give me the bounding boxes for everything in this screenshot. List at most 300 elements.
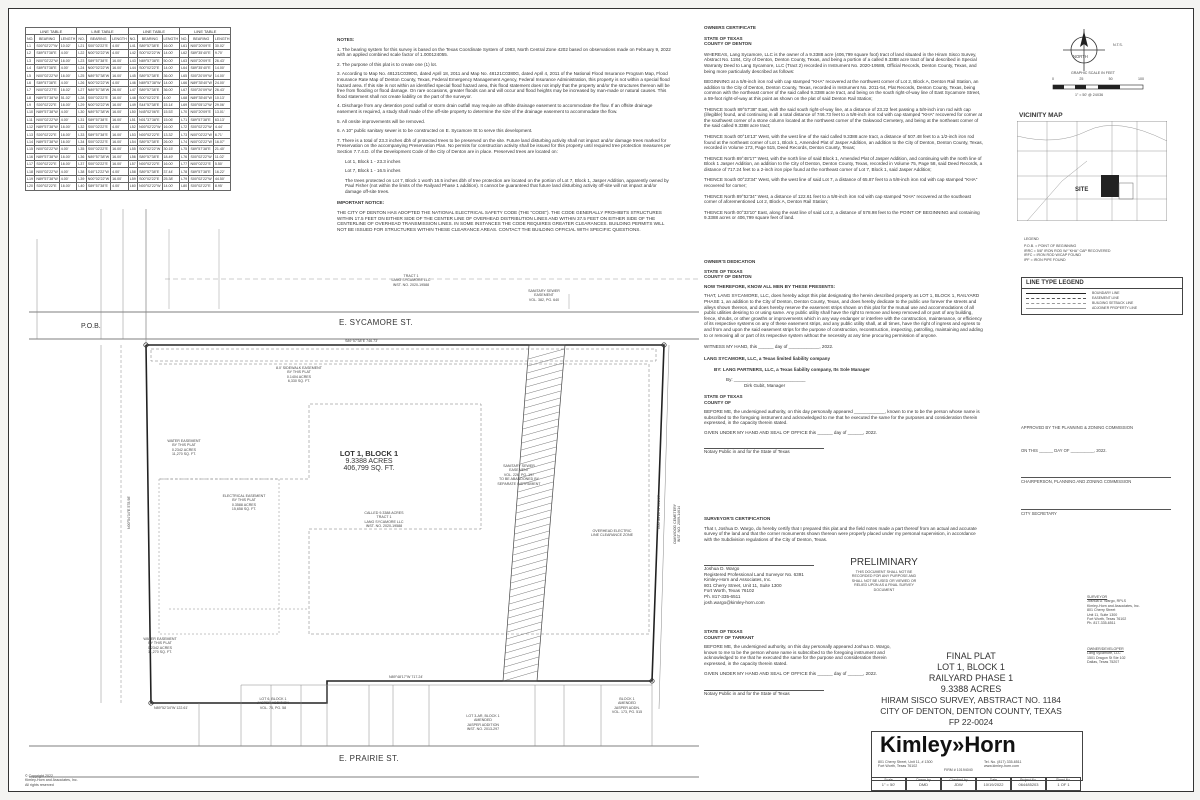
line-table-cell: 18.49' xyxy=(162,153,180,160)
line-table-cell: N45°02'06"E xyxy=(138,109,162,116)
line-table-cell: L27 xyxy=(78,88,85,93)
line-table-cell: N00°02'22"W xyxy=(36,73,58,78)
line-table-cell: L43 xyxy=(129,58,136,63)
line-table-cell: L52 xyxy=(129,125,136,130)
line-table-cell: 4.00' xyxy=(111,183,129,190)
line-table-header: NO. xyxy=(78,36,85,41)
chair-label: CHAIRPERSON, PLANNING AND ZONING COMMISSION xyxy=(1021,479,1132,484)
line-table-cell: 16.00' xyxy=(59,153,77,160)
line-table-header: LENGTH xyxy=(60,36,76,41)
lot-title: LOT 1, BLOCK 1 xyxy=(339,449,399,458)
water-easement-label-2: WATER EASEMENT BY THIS PLAT 0.2342 ACRES 11,270 SQ. FT. xyxy=(167,439,201,457)
boundary-call: THENCE South 00°23'34" West, with the west line of said Lot 7, a distance of 65.87 feet to a 5/8-inch iron rod with cap stamped "KHA" recovered for corner; xyxy=(704,177,978,189)
surveyor-title: SURVEYOR'S CERTIFICATION xyxy=(704,516,771,521)
line-table-cell: N00°02'22"W xyxy=(87,103,110,108)
owners-whereas: WHEREAS, Lang Sycamore, LLC is the owner of a 9.3388 acre (406,799 square foot) tract of land situated in the Hiram Sisco Survey, Abstract No. 1184, City of Denton, Denton County, Texas, and being a portion of a called 9.3388 acre tract of land described in Special Warranty Deed to Lang Sycamore, LLC (Tract 2) recorded in Instrument No. 2020-19588, Official Records, Denton County, Texas, and being more particularly described as follows: xyxy=(704,51,977,74)
line-table-cell: S00°02'22"E xyxy=(86,124,110,131)
owners-calls xyxy=(704,107,984,222)
line-table-cell: S00°02'22"W xyxy=(190,177,212,181)
line-table-cell: N89°57'38"E xyxy=(138,57,162,64)
line-table-cell: L4 xyxy=(26,64,35,71)
line-table-cell: L71 xyxy=(181,117,188,122)
line-table-cell: 16.00' xyxy=(111,153,129,160)
south-line-label-2: N89°48'17"W 717.24' xyxy=(389,675,424,679)
line-table-cell: N00°02'22"W xyxy=(139,125,161,130)
surveyor-state: STATE OF TEXAS xyxy=(704,629,743,634)
dedication-state: STATE OF TEXAS xyxy=(704,268,743,274)
line-table-cell: S00°02'27"W xyxy=(36,43,58,48)
line-table-cell: N00°02'22"W xyxy=(36,58,58,63)
line-table-cell: 16.00' xyxy=(111,138,129,145)
title-block-field xyxy=(941,777,976,791)
title-block-field xyxy=(1046,777,1081,791)
boundary-call: THENCE North 89°48'17" West, with the north line of said Block 1, Amended Plat of Jasper Addition, and continuing with the north line of Block 1 Jasper Addition, an addition to the City of Denton, Denton County, Texas, recorded in Volume 75, Page 58, said Deed Records, a distance of 717.24 feet to a 2-inch iron pipe found at the northeast corner of Lot 7, Block 1, said Jasper Addition; xyxy=(704,155,983,172)
line-table-cell: 8.95' xyxy=(213,183,231,190)
field-value: 10/19/2022 xyxy=(983,782,1004,787)
line-table-cell: 51.02' xyxy=(59,94,77,101)
copyright: © Copyright 2022 Kimley-Horn and Associates, Inc. All rights reserved xyxy=(25,774,78,787)
line-table-cell: S00°02'22"E xyxy=(35,101,59,108)
secretary-signature-line xyxy=(1021,509,1171,510)
sanitary-sewer-label: SANITARY SEWER EASEMENT VOL. 382, PG. 640 xyxy=(528,289,560,302)
title-line-7: FP 22-0024 xyxy=(948,717,994,727)
south-line-label: N89°52'34"W 122.61' xyxy=(154,706,189,710)
line-table-cell: S00°02'22"E xyxy=(86,42,110,49)
line-table-cell: L5 xyxy=(26,72,35,79)
note-item: 6. A 10" public sanitary sewer is to be constructed on E. Sycamore St to serve this development. xyxy=(337,128,533,134)
line-table-cell: L29 xyxy=(78,103,85,108)
surveyor-contact-title: SURVEYOR xyxy=(1087,595,1108,599)
title-block-fields xyxy=(871,777,1081,791)
line-table-cell: S00°02'22"E xyxy=(86,161,110,168)
owner-contact-line: Dallas, Texas 75207 xyxy=(1087,660,1120,665)
called-tract-label: CALLED 9.3388 ACRES TRACT 1 LANG SYCAMORE LLC INST. NO. 2020-19588 xyxy=(364,511,404,529)
dedication-given: GIVEN UNDER MY HAND AND SEAL OF OFFICE this ______ day of ______, 2022. xyxy=(704,430,878,436)
line-table-cell: L1 xyxy=(26,42,35,49)
line-table-cell: 10.02' xyxy=(59,42,77,49)
line-table-cell: 16.00' xyxy=(111,57,129,64)
line-table-cell: 4.00' xyxy=(111,168,129,175)
kh-address: 801 Cherry Street, Unit 11, # 1300 Fort Worth, Texas 76102 xyxy=(878,760,933,769)
line-table-cell: L57 xyxy=(129,162,136,167)
field-label: Checked by xyxy=(949,778,968,782)
line-table-cell: S89°57'38"E xyxy=(86,131,110,138)
surveyor-contact-line: 801 Cherry Street xyxy=(1087,608,1116,613)
line-table-cell: L31 xyxy=(78,117,85,122)
line-table-cell: L42 xyxy=(129,51,136,56)
line-table-cell: 14.00' xyxy=(213,72,231,79)
line-table-cell: 26.00' xyxy=(111,87,129,94)
line-table-cell: N00°20'09"E xyxy=(189,109,213,116)
line-table-cell: L59 xyxy=(129,177,136,181)
secretary-label: CITY SECRETARY xyxy=(1021,511,1057,516)
line-table-cell: S00°02'22"E xyxy=(35,183,59,190)
north-line-label: S89°57'38"E 746.73' xyxy=(345,339,378,343)
line-table-cell: L25 xyxy=(78,73,85,78)
dedication-text: THAT, LANG SYCAMORE, LLC, does hereby adopt this plat designating the herein described property as LOT 1, BLOCK 1, RAILYARD PHASE 1, an addition to the City of Denton, Denton County, Texas, and does hereby dedicate to the public use forever the streets and alleys shown thereon, and does hereby reserve the easement strips shown on this plat for the mutual use and accommodations of all public utilities desiring to or using same. Any public utility shall have the right to remove and keep removed all or part of any building, fence, shrubs, or other growths or improvements which in any way endanger or interfere with the construction, maintenance, or efficiency of its respective systems on any of these easement strips, and any public utility shall, at all times, have the right of ingress and egress to and from and upon the said easement strips for the purpose of construction, reconstruction, inspecting, patrolling, maintaining and adding to or removing all or part of its respective system without the necessity at any time procuring permission of anyone. xyxy=(704,293,983,338)
line-table-cell: N00°02'22"W xyxy=(87,66,110,71)
line-table-cell: L63 xyxy=(181,58,188,63)
line-table-header: NO. xyxy=(129,36,137,41)
line-table-cell: S00°02'22"E xyxy=(189,183,213,190)
line-table-cell: 16.00' xyxy=(162,161,180,168)
line-type-legend xyxy=(1021,277,1183,315)
line-table-cell: N89°57'38"W xyxy=(87,154,110,159)
line-table-cell: L26 xyxy=(78,80,85,85)
owner-contact-line: Lang Sycamore, LLC xyxy=(1087,651,1121,656)
line-table-cell: S00°05'12"W xyxy=(190,103,212,108)
line-table-header: NO. xyxy=(181,36,188,41)
line-table-cell: L73 xyxy=(181,132,188,137)
kh-firm-no: FIRM # 10194040 xyxy=(944,768,973,772)
note-item: 2. The purpose of this plat is to create one (1) lot. xyxy=(337,61,438,67)
surveyor-contact-line: Unit 11, Suite 1300 xyxy=(1087,612,1118,617)
line-table-cell: 26.00' xyxy=(162,138,180,145)
line-table-cell: S89°57'38"E xyxy=(138,153,162,160)
line-table-cell: N00°02'22"W xyxy=(36,117,58,122)
title-block-field xyxy=(976,777,1011,791)
line-table-cell: 16.00' xyxy=(59,138,77,145)
line-table-cell: 14.00' xyxy=(162,64,180,71)
line-table-cell: S00°20'09"W xyxy=(190,73,212,78)
line-table-cell: L49 xyxy=(129,103,136,108)
west-line-label: N00°54'34"E 578.98' xyxy=(127,495,131,529)
line-type-label: BOUNDARY LINE xyxy=(1092,291,1120,296)
line-table-cell: 14.00' xyxy=(213,64,231,71)
owner-contact-title: OWNER/DEVELOPER xyxy=(1087,647,1124,651)
surveyor-signature xyxy=(704,565,824,605)
note-item: 3. According to Map No. 48121C0390G, dated April 18, 2011 and Map No. 48121C0380G, dated April 4, 2011 of the National Flood Insurance Program Map, Flood Insurance Rate Map of Denton County, Texas, Federal Emergency Management Agency, Federal Insurance Administration, this property is not within a special flood hazard area. If this site is not within an identified special flood hazard area, this flood statement does not imply that the property and/or the structures thereon will be free from flooding or flood damage. On rare occasions, greater floods can and will occur and flood heights may be increased by man-made or natural causes. This flood statement shall not create liability on the part of the surveyor. xyxy=(337,71,670,99)
line-table-cell: 9.70' xyxy=(213,50,231,57)
line-table-cell: 36.00' xyxy=(162,87,180,94)
line-table-cell: L35 xyxy=(78,147,85,152)
water-easement-label: WATER EASEMENT BY THIS PLAT 0.2342 ACRES 11,270 SQ. FT. xyxy=(143,637,177,655)
sewer-abandon-label: SANITARY SEWER EASEMENT VOL. 226, PG. 197 TO BE ABANDONED BY SEPARATE INSTRUMENT xyxy=(497,464,541,486)
line-table-cell: L55 xyxy=(129,147,136,152)
line-table-cell: S89°57'38"E xyxy=(189,168,213,175)
line-table-cell: 14.00' xyxy=(162,79,180,86)
boundary-call: THENCE South 89°57'38" East, with the said south right-of-way line, at a distance of 23.22 feet passing a 5/8-inch iron rod with cap (illegible) found, and continuing in all a total distance of 746.73 feet to a 5/8-inch iron rod with cap stamped "KHA" recovered for corner at the southwest corner of a stone column located at the northwest corner of the Oakwood Cemetery, and being at the northeast corner of the said called 9.3388 acre tract; xyxy=(704,106,983,129)
legend-line: IRRC = 5/8" IRON ROD W/ "KHA" CAP RECOVERED xyxy=(1024,248,1111,253)
line-table-cell: L23 xyxy=(78,58,85,63)
owners-certificate-title: OWNERS CERTIFICATE xyxy=(704,25,756,30)
line-table-cell: L2 xyxy=(26,50,35,57)
line-table-cell: S00°02'22"E xyxy=(86,146,110,153)
line-table-cell: 16.00' xyxy=(111,146,129,153)
line-table-cell: 16.00' xyxy=(59,57,77,64)
line-table-cell: S44°57'38"E xyxy=(138,101,162,108)
line-table-title: LINE TABLE xyxy=(77,28,128,35)
dedication-title: OWNER'S DEDICATION xyxy=(704,259,756,264)
surveyor-certification xyxy=(704,516,984,542)
line-table-cell: 63.13' xyxy=(213,116,231,123)
surveyor-addr1: 801 Cherry Street, Unit 11, Suite 1300 xyxy=(704,582,782,588)
line-table-cell: 15.06' xyxy=(162,116,180,123)
line-table-cell: 16.00' xyxy=(111,131,129,138)
line-table-cell: 16.00' xyxy=(111,116,129,123)
line-table-cell: 30.02' xyxy=(213,42,231,49)
note-item: 7. There is a total of 23.3 inches dbh of protected trees to be preserved on the site. Future land disturbing activity shall not impact and/or damage trees marked for Preservation on the accompanying Preservation Plan. No permits for construction activity shall be issued for this property until required tree protection measures per Section 7.7.4.D. of the Development Code of the City of Denton are in place. Preserved trees are located on: xyxy=(337,137,671,154)
line-table-cell: 25.38' xyxy=(162,175,180,182)
line-table-header: BEARING xyxy=(138,35,162,42)
line-table-cell: N89°57'38"W xyxy=(87,73,110,78)
owner-contact xyxy=(1087,647,1177,665)
line-table-cell: N00°02'22"W xyxy=(190,132,212,137)
site-label: SITE xyxy=(1075,187,1089,193)
title-line-4: 9.3388 ACRES xyxy=(940,684,1002,694)
line-table-cell: N89°35'40"W xyxy=(190,80,212,85)
surveyor-contact-line: Ph. 817-335-6511 xyxy=(1087,621,1116,626)
line-table-cell: 10.13' xyxy=(213,94,231,101)
line-table-cell: L62 xyxy=(181,51,188,56)
line-table-cell: L24 xyxy=(78,66,85,71)
overhead-electric-zone xyxy=(503,345,565,681)
line-table-cell: L51 xyxy=(129,117,136,122)
line-table-header: LENGTH xyxy=(163,36,179,41)
line-table-cell: S00°02'22"E xyxy=(138,94,162,101)
line-table-cell: N00°02'27"E xyxy=(35,87,59,94)
line-table-header: LENGTH xyxy=(214,36,230,41)
line-table-cell: L18 xyxy=(27,169,33,174)
line-table-header: LENGTH xyxy=(112,36,127,41)
note-item: 1. The bearing system for this survey is based on the Texas Coordinate System of 1983, North Central Zone 4202 based on observations made on February 9, 2022 with an applied combined scale factor of 1.000124055. xyxy=(337,46,671,58)
line-table-cell: L69 xyxy=(181,103,188,108)
title-line-5: HIRAM SISCO SURVEY, ABSTRACT NO. 1184 xyxy=(881,695,1061,705)
field-value: JDW xyxy=(954,782,963,787)
line-table-cell: S00°20'09"W xyxy=(190,88,212,93)
dedication-heading: NOW THEREFORE, KNOW ALL MEN BY THESE PRESENTS: xyxy=(704,283,836,289)
line-table-cell: 4.00' xyxy=(162,94,180,101)
line-table-cell: L50 xyxy=(129,110,136,115)
line-table-cell: 16.00' xyxy=(162,124,180,131)
line-type-title: LINE TYPE LEGEND xyxy=(1022,278,1182,289)
line-table-cell: S00°02'22"E xyxy=(86,94,110,101)
line-type-label: BUILDING SETBACK LINE xyxy=(1092,301,1134,306)
line-table-cell: S00°02'22"W xyxy=(190,154,212,159)
line-table-cell: L20 xyxy=(27,184,33,189)
line-table-cell: 16.00' xyxy=(59,131,77,138)
line-table-cell: 11.02' xyxy=(213,153,231,160)
vicinity-map xyxy=(1017,121,1167,221)
line-table-cell: N00°02'22"E xyxy=(189,161,213,168)
line-table-cell: 4.00' xyxy=(59,116,77,123)
field-value: 064485203 xyxy=(1018,782,1039,787)
line-table-cell: 29.06' xyxy=(213,101,231,108)
preliminary-text: THIS DOCUMENT SHALL NOT BE RECORDED FOR ANY PURPOSE AND SHALL NOT BE USED OR VIEWED OR RELIED UPON AS A FINAL SURVEY DOCUMENT xyxy=(851,570,917,592)
line-table-cell: S89°57'38"E xyxy=(138,138,162,145)
line-table-cell: L66 xyxy=(181,80,188,85)
line-table-cell: L61 xyxy=(181,43,188,48)
dedication-notary: Notary Public in and for the State of Texas xyxy=(704,448,790,454)
line-table-cell: N00°02'22"E xyxy=(138,131,162,138)
field-label: Project No. xyxy=(1020,778,1037,782)
line-table-cell: N89°57'38"W xyxy=(36,110,58,115)
kimley-horn-block xyxy=(871,731,1083,781)
east-line-label: N00°33'10"W 601.67' xyxy=(657,494,661,529)
surveyor-contact-line: Fort Worth, Texas 76102 xyxy=(1087,617,1127,622)
line-table-cell: 37.44' xyxy=(162,168,180,175)
line-table-cell: L37 xyxy=(78,162,85,167)
line-table-cell: 4.00' xyxy=(59,146,77,153)
line-table-cell: N89°57'38"W xyxy=(36,95,58,100)
scale-note: 1" = 50' @ 24X36 xyxy=(1075,93,1104,97)
line-table-cell: L17 xyxy=(27,162,33,167)
line-type-swatch xyxy=(1026,298,1086,299)
legend-line: IRFC = IRON ROD W/CAP FOUND xyxy=(1024,253,1081,258)
field-label: Scale xyxy=(884,778,893,782)
cemetery-label: OAKWOOD CEMETERY INST. NO. 2009-14614 xyxy=(673,503,682,545)
line-table-cell: L46 xyxy=(129,80,136,85)
title-line-6: CITY OF DENTON, DENTON COUNTY, TEXAS xyxy=(880,706,1062,716)
title-line-1: FINAL PLAT xyxy=(946,651,996,661)
line-table-cell: L68 xyxy=(181,95,188,100)
line-table-cell: S89°57'38"E xyxy=(86,183,110,190)
line-table-cell: N89°57'38"W xyxy=(36,177,58,181)
surveyor-name: Joshua D. Wargo xyxy=(704,566,740,571)
line-table-cell: 13.01' xyxy=(213,109,231,116)
south-lot-6-label: LOT 6, BLOCK 1 JASPER ADDITION VOL. 75, PG. 58 xyxy=(257,697,289,710)
line-table-cell: S00°02'22"E xyxy=(86,138,110,145)
electrical-easement-label: ELECTRICAL EASEMENT BY THIS PLAT 0.3588 ACRES 15,658 SQ. FT. xyxy=(222,494,266,512)
field-value: DMD xyxy=(918,782,929,787)
lot-sqft: 406,799 SQ. FT. xyxy=(343,465,395,472)
line-table-cell: 4.00' xyxy=(59,79,77,86)
line-table-cell: S40°12'22"W xyxy=(87,169,109,174)
legend-title: LEGEND xyxy=(1024,237,1039,241)
line-table-cell: L6 xyxy=(26,79,35,86)
line-table-cell: 13.32' xyxy=(162,131,180,138)
line-table-cell: L36 xyxy=(78,154,85,159)
line-table-cell: L78 xyxy=(181,169,188,174)
line-type-item xyxy=(1026,306,1178,311)
line-table-cell: S00°02'22"W xyxy=(139,51,161,56)
line-table-cell: L76 xyxy=(181,154,188,159)
note-item: Lot 1, Block 1 - 23.3 inches xyxy=(345,158,401,164)
line-table-cell: L38 xyxy=(78,169,85,174)
surveyor-contact-line: Joshua D. Wargo, RPLS xyxy=(1087,599,1127,604)
owners-dedication xyxy=(704,259,984,454)
line-table-cell: 16.00' xyxy=(59,101,77,108)
owner-contact-line: 1501 Dragon St Ste 102 xyxy=(1087,655,1126,660)
line-table-cell: L9 xyxy=(26,101,35,108)
line-table-cell: L21 xyxy=(78,43,85,48)
line-table-cell: L40 xyxy=(78,184,85,189)
line-table-cell: S89°57'38"E xyxy=(86,57,110,64)
legend-line: P.O.B. = POINT OF BEGINNING xyxy=(1024,244,1077,249)
line-table-cell: L48 xyxy=(129,95,136,100)
line-type-swatch xyxy=(1026,308,1086,309)
line-table-cell: N00°02'22"W xyxy=(139,184,161,189)
line-table-cell: N89°57'38"W xyxy=(87,88,110,93)
line-table-cell: S00°02'22"W xyxy=(190,125,212,130)
line-table-cell: L16 xyxy=(27,154,33,159)
field-label: Date xyxy=(989,778,998,782)
line-table-cell: 15.53' xyxy=(162,109,180,116)
surveyor-firm: Kimley-Horn and Associates, Inc. xyxy=(704,577,772,583)
line-table-header: BEARING xyxy=(86,35,110,42)
surveyor-contact-line: Kimley-Horn and Associates, Inc. xyxy=(1087,603,1140,608)
note-item: 5. All onsite improvements will be removed. xyxy=(337,118,426,124)
line-table-cell: N01°37'38"E xyxy=(138,116,162,123)
line-table-cell: 30.15' xyxy=(162,146,180,153)
line-table-cell: S00°02'22"W xyxy=(139,147,161,152)
line-table-cell: 44.50' xyxy=(213,175,231,182)
line-table-cell: N89°57'38"W xyxy=(139,80,161,85)
line-table-cell: 26.43' xyxy=(213,87,231,94)
line-table-cell: S00°02'22"E xyxy=(138,64,162,71)
field-value: 1" = 50' xyxy=(881,782,896,787)
dedication-state2: STATE OF TEXAS xyxy=(704,394,743,400)
line-table-cell: L30 xyxy=(78,110,85,115)
line-table-cell: N00°20'09"E xyxy=(189,57,213,64)
line-table-cell: 16.00' xyxy=(111,175,129,182)
dedication-before: BEFORE ME, the undersigned authority, on this day personally appeared ____________, known to me to be the person whose name is subscribed to the foregoing instrument and acknowledged to me that he executed the same for the purposes and consideration therein expressed, in the capacity therein stated. xyxy=(704,409,980,426)
field-label: Drawn by xyxy=(916,778,931,782)
line-table-cell: 16.00' xyxy=(59,72,77,79)
dedication-witness: WITNESS MY HAND, this ______ day of ____________, 2022. xyxy=(704,344,834,350)
line-table-cell: 5.50' xyxy=(213,161,231,168)
line-table-cell: 15.14' xyxy=(162,101,180,108)
line-table-cell: S89°57'38"E xyxy=(35,64,59,71)
note-item: 4. Discharge from any detention pond outfall or storm drain outfall may require an offsite drainage easement to accommodate the flow. If an offsite drainage easement is required, a study shall made of the off-site property to determine the size of the drainage easement to accommodate the flow. xyxy=(337,103,653,114)
scale-title: GRAPHIC SCALE IN FEET xyxy=(1071,71,1115,75)
surveyor-county: COUNTY OF TARRANT xyxy=(704,634,755,640)
title-block-field xyxy=(871,777,906,791)
line-table-cell: S89°57'38"E xyxy=(138,87,162,94)
scale-tick: 50 xyxy=(1108,77,1113,81)
line-table-cell: 4.00' xyxy=(59,109,77,116)
scale-tick: 25 xyxy=(1079,77,1084,81)
line-table-cell: L14 xyxy=(27,140,33,145)
line-table-cell: L32 xyxy=(78,125,85,130)
line-table-cell: S89°57'38"E xyxy=(35,79,59,86)
line-table-cell: S89°57'38"E xyxy=(138,168,162,175)
line-table-cell: L8 xyxy=(26,94,35,101)
overhead-zone-label: OVERHEAD ELECTRIC LINE CLEARANCE ZONE xyxy=(591,529,633,538)
line-table-cell: L64 xyxy=(181,66,188,71)
line-table-cell: L80 xyxy=(181,184,188,189)
line-table-cell: N00°02'22"W xyxy=(36,147,58,152)
line-table-header: BEARING xyxy=(35,35,59,42)
line-type-swatch xyxy=(1026,293,1086,294)
tract-north-label: TRACT 1 LANG SYCAMORE LLC INST. NO. 2020-19588 xyxy=(391,274,431,287)
line-table-cell: L72 xyxy=(181,125,188,130)
line-table-cell: L44 xyxy=(129,66,136,71)
sidewalk-easement xyxy=(151,349,656,361)
nts-label: N.T.S. xyxy=(1113,43,1123,47)
line-table-cell: L60 xyxy=(129,184,136,189)
scale-ticks xyxy=(1052,77,1144,81)
surveyor-ph: Ph. 817-335-6511 xyxy=(704,593,741,599)
south-lot-3ar-label: LOT 3-AR, BLOCK 1 AMENDED JASPER ADDITION INST. NO. 2013-297 xyxy=(466,714,500,732)
title-line-3: RAILYARD PHASE 1 xyxy=(928,673,1014,683)
line-table-title: LINE TABLE xyxy=(128,28,179,35)
line-table-cell: 4.00' xyxy=(111,79,129,86)
title-block-field xyxy=(1011,777,1046,791)
line-table-title: LINE TABLE xyxy=(26,28,77,35)
line-table-cell: S00°02'22"E xyxy=(138,175,162,182)
line-table-cell: L39 xyxy=(78,177,85,181)
line-table-cell: 4.00' xyxy=(59,168,77,175)
line-table-cell: L56 xyxy=(129,154,136,159)
notes-title: NOTES: xyxy=(337,37,355,42)
line-table-cell: 16.00' xyxy=(111,72,129,79)
line-table-cell: 14.00' xyxy=(162,50,180,57)
owners-certificate xyxy=(704,25,984,221)
surveyor-given: GIVEN UNDER MY HAND AND SEAL OF OFFICE this ______ day of ______, 2022. xyxy=(704,670,878,676)
line-table-cell: N89°57'38"W xyxy=(87,110,110,115)
line-table-cell: L13 xyxy=(27,132,33,137)
